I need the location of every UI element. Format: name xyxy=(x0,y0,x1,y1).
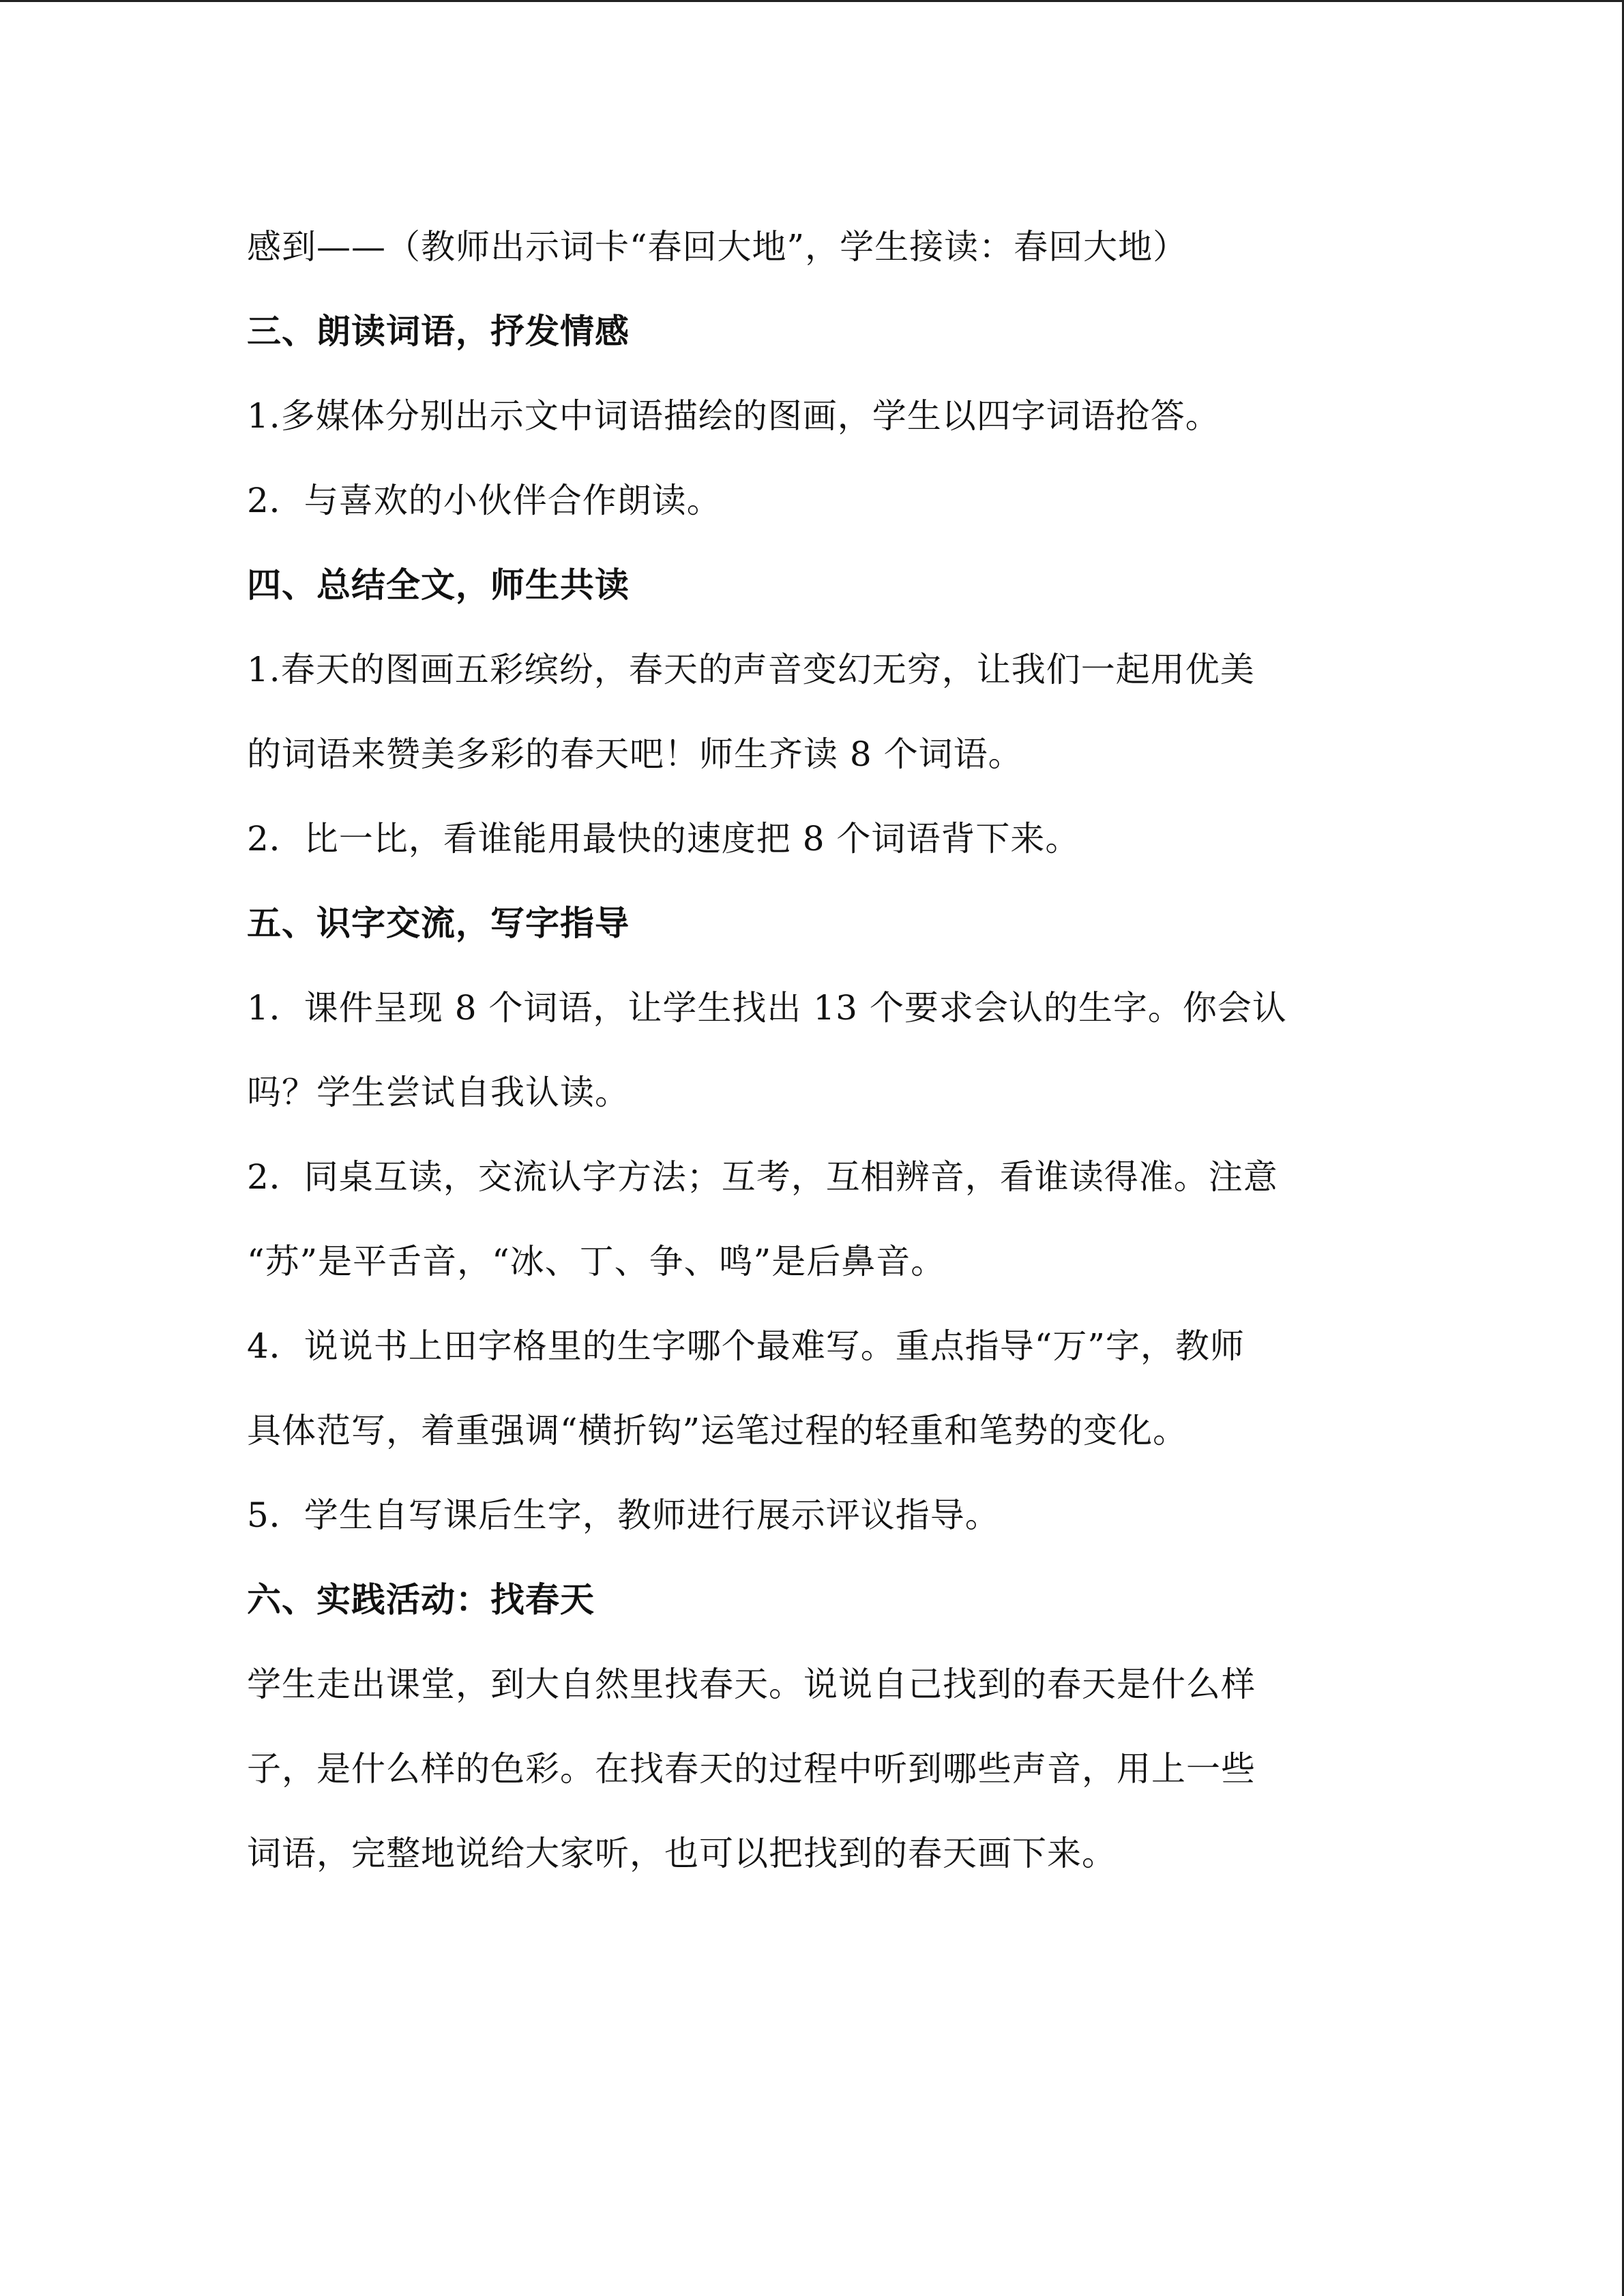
paragraph-line: 2．与喜欢的小伙伴合作朗读。 xyxy=(247,481,722,520)
paragraph-line: 词语，完整地说给大家听，也可以把找到的春天画下来。 xyxy=(247,1834,1117,1873)
paragraph-line: 学生走出课堂，到大自然里找春天。说说自己找到的春天是什么样 xyxy=(247,1665,1256,1704)
paragraph-line: 子，是什么样的色彩。在找春天的过程中听到哪些声音，用上一些 xyxy=(247,1749,1256,1789)
paragraph-line: 感到——（教师出示词卡“春回大地”，学生接读：春回大地） xyxy=(247,227,1188,267)
paragraph-line: “苏”是平舌音，“冰、丁、争、鸣”是后鼻音。 xyxy=(247,1242,946,1281)
paragraph-line: 5．学生自写课后生字，教师进行展示评议指导。 xyxy=(247,1495,1000,1535)
paragraph-line: 4．说说书上田字格里的生字哪个最难写。重点指导“万”字，教师 xyxy=(247,1326,1245,1366)
paragraph-line: 1.春天的图画五彩缤纷，春天的声音变幻无穷，让我们一起用优美 xyxy=(247,650,1255,689)
paragraph-line: 的词语来赞美多彩的春天吧！师生齐读 8 个词语。 xyxy=(247,734,1023,774)
paragraph-line: 1.多媒体分别出示文中词语描绘的图画，学生以四字词语抢答。 xyxy=(247,396,1220,436)
paragraph-line: 1．课件呈现 8 个词语，让学生找出 13 个要求会认的生字。你会认 xyxy=(247,988,1287,1028)
document-body xyxy=(247,205,1379,1896)
section-heading-three: 三、朗读词语，抒发情感 xyxy=(247,312,630,351)
paragraph-line: 2．比一比，看谁能用最快的速度把 8 个词语背下来。 xyxy=(247,819,1080,859)
section-heading-five: 五、识字交流，写字指导 xyxy=(247,904,630,943)
section-heading-four: 四、总结全文，师生共读 xyxy=(247,565,630,605)
page-top-border xyxy=(0,0,1624,2)
paragraph-line: 吗？学生尝试自我认读。 xyxy=(247,1073,630,1112)
paragraph-line: 2．同桌互读，交流认字方法；互考，互相辨音，看谁读得准。注意 xyxy=(247,1157,1278,1197)
paragraph-line: 具体范写，着重强调“横折钩”运笔过程的轻重和笔势的变化。 xyxy=(247,1411,1188,1450)
section-heading-six: 六、实践活动：找春天 xyxy=(247,1580,595,1620)
